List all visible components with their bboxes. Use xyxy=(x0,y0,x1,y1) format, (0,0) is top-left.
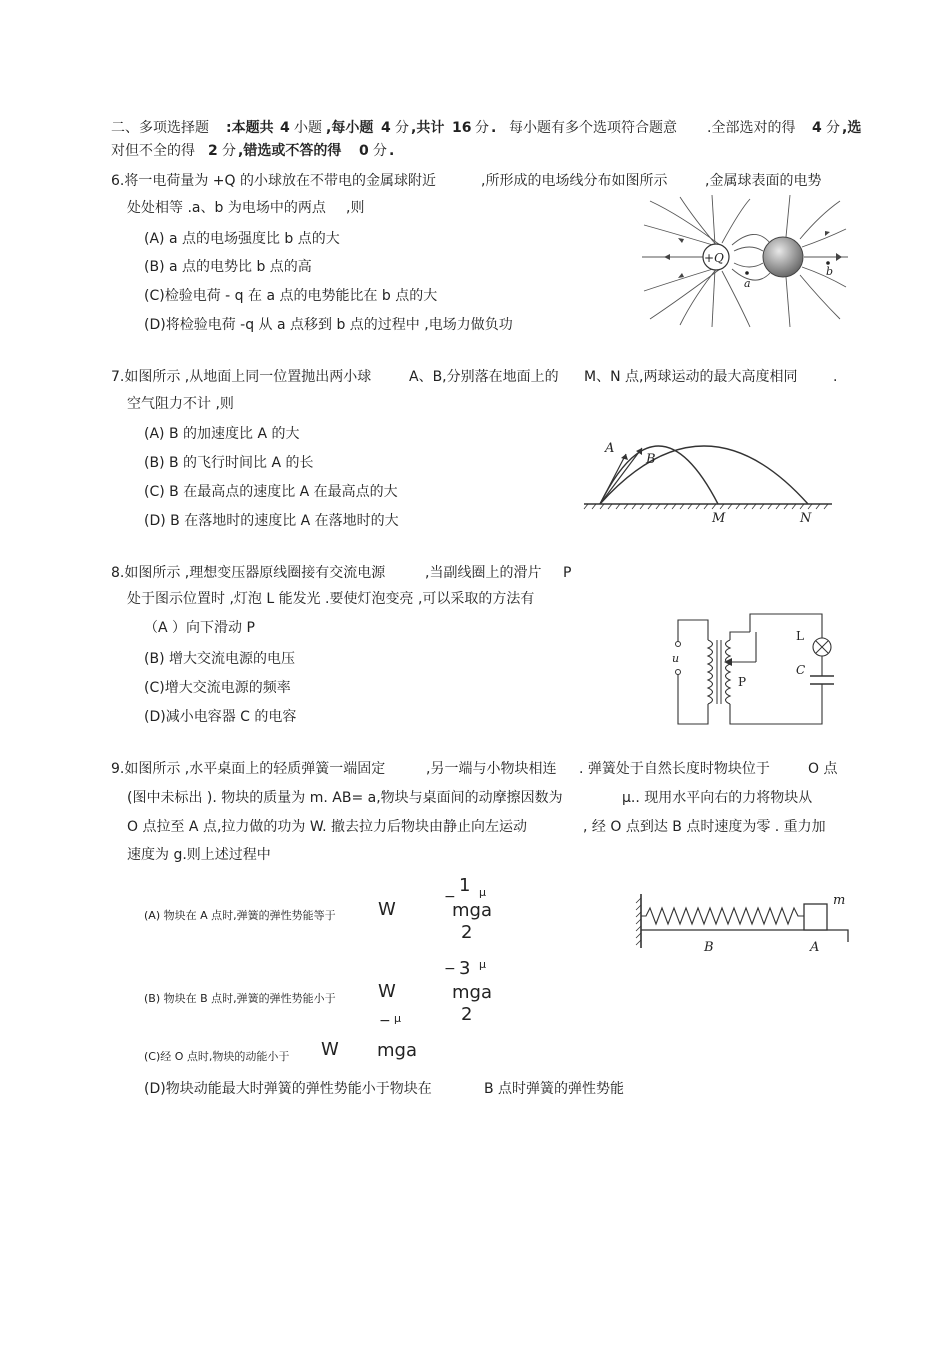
question-stem: M、N 点,两球运动的最大高度相同 xyxy=(584,369,798,385)
section-points: 0 xyxy=(359,143,369,159)
question-stem: ,当副线圈上的滑片 xyxy=(425,565,542,581)
question-stem: A、B,分别落在地面上的 xyxy=(409,369,559,385)
formula-mga: mga xyxy=(377,1040,417,1061)
point-m-label: M xyxy=(712,511,726,526)
section-text: ,每小题 xyxy=(326,120,374,136)
section-text: 分 xyxy=(373,143,387,159)
formula-minus: − xyxy=(444,961,456,977)
charge-label: +Q xyxy=(704,251,724,265)
question-stem: 7.如图所示 ,从地面上同一位置抛出两小球 xyxy=(111,369,372,385)
question-stem: ,另一端与小物块相连 xyxy=(426,761,557,777)
trajectory-b xyxy=(600,446,808,504)
option-c: (C)检验电荷 - q 在 a 点的电势能比在 b 点的大 xyxy=(144,288,438,304)
option-c: (C)增大交流电源的频率 xyxy=(144,680,291,696)
option-b: (B) B 的飞行时间比 A 的长 xyxy=(144,455,314,471)
formula-w: W xyxy=(378,899,396,920)
option-d: (D)物块动能最大时弹簧的弹性势能小于物块在 xyxy=(144,1081,432,1097)
point-b-label: B xyxy=(704,940,714,955)
section-points: 4 xyxy=(381,120,391,136)
question-stem: μ.. 现用水平向右的力将物块从 xyxy=(622,790,813,806)
section-text: 分 xyxy=(222,143,236,159)
question-stem: 速度为 g.则上述过程中 xyxy=(127,847,271,863)
section-text: 小题 xyxy=(294,120,322,136)
section-points: 4 xyxy=(812,120,822,136)
option-a: （A ）向下滑动 P xyxy=(144,620,255,636)
formula-mu: μ xyxy=(394,1012,401,1025)
formula-numerator: 1 xyxy=(459,875,471,896)
formula-minus: − xyxy=(444,889,456,905)
ball-a-label: A xyxy=(605,441,615,456)
section-text: 对但不全的得 xyxy=(111,143,195,159)
electric-field-figure xyxy=(640,195,850,330)
point-n-label: N xyxy=(800,511,812,526)
option-d: (D)减小电容器 C 的电容 xyxy=(144,709,297,725)
trajectory-a xyxy=(600,446,718,504)
formula-denominator: 2 xyxy=(461,1004,473,1025)
metal-sphere xyxy=(763,237,803,277)
option-a: (A) a 点的电场强度比 b 点的大 xyxy=(144,231,340,247)
formula-minus: − xyxy=(379,1013,391,1029)
point-a-label: a xyxy=(744,277,751,290)
formula-mga: mga xyxy=(452,900,492,921)
option-b: (B) a 点的电势比 b 点的高 xyxy=(144,259,312,275)
question-stem: 处处相等 .a、b 为电场中的两点 xyxy=(127,200,326,216)
capacitor-c-label: C xyxy=(796,663,806,677)
section-text: ,选 xyxy=(842,120,862,136)
formula-w: W xyxy=(321,1039,339,1060)
question-stem: . 弹簧处于自然长度时物块位于 xyxy=(579,761,770,777)
option-c: (C) B 在最高点的速度比 A 在最高点的大 xyxy=(144,484,398,500)
section-text: .全部选对的得 xyxy=(707,120,796,136)
ball-b-label: B xyxy=(646,452,656,467)
section-points: 2 xyxy=(208,143,218,159)
section-title: 二、多项选择题 xyxy=(111,120,209,136)
option-a: (A) B 的加速度比 A 的大 xyxy=(144,426,300,442)
section-text: . xyxy=(389,143,395,159)
section-text: . xyxy=(491,120,497,136)
question-stem: ,金属球表面的电势 xyxy=(705,173,822,189)
question-stem: O 点拉至 A 点,拉力做的功为 W. 撤去拉力后物块由静止向左运动 xyxy=(127,819,527,835)
section-text: ,错选或不答的得 xyxy=(238,143,342,159)
option-a: (A) 物块在 A 点时,弹簧的弹性势能等于 xyxy=(144,909,336,922)
question-stem: , 经 O 点到达 B 点时速度为零 . 重力加 xyxy=(583,819,826,835)
lamp-l-label: L xyxy=(796,629,804,643)
formula-mu: μ xyxy=(479,958,486,971)
point-a-label: A xyxy=(810,940,820,955)
question-stem: ,则 xyxy=(346,200,365,216)
slider-p-label: P xyxy=(738,675,747,689)
source-u-label: u xyxy=(672,652,680,665)
formula-denominator: 2 xyxy=(461,922,473,943)
question-stem: O 点 xyxy=(808,761,838,777)
formula-mu: μ xyxy=(479,886,486,899)
section-text: 每小题有多个选项符合题意 xyxy=(509,120,677,136)
section-count: 4 xyxy=(280,120,290,136)
question-stem: 9.如图所示 ,水平桌面上的轻质弹簧一端固定 xyxy=(111,761,386,777)
section-text: 分 xyxy=(475,120,489,136)
question-stem: P xyxy=(563,565,572,581)
transformer-circuit-figure xyxy=(668,612,843,732)
section-text: ,共计 xyxy=(411,120,445,136)
question-stem: . xyxy=(833,369,838,385)
question-stem: ,所形成的电场线分布如图所示 xyxy=(481,173,668,189)
point-b-label: b xyxy=(826,265,834,278)
section-text: :本题共 xyxy=(226,120,274,136)
question-stem: 处于图示位置时 ,灯泡 L 能发光 .要使灯泡变亮 ,可以采取的方法有 xyxy=(127,591,535,607)
section-text: 分 xyxy=(826,120,840,136)
spring xyxy=(641,908,804,924)
option-d: B 点时弹簧的弹性势能 xyxy=(484,1081,625,1097)
spring-block-figure xyxy=(636,890,850,960)
option-c: (C)经 O 点时,物块的动能小于 xyxy=(144,1050,290,1063)
projectile-figure xyxy=(580,418,838,528)
formula-numerator: 3 xyxy=(459,958,471,979)
section-text: 分 xyxy=(395,120,409,136)
mass-m-label: m xyxy=(833,893,846,908)
question-stem: (图中未标出 ). 物块的质量为 m. AB= a,物块与桌面间的动摩擦因数为 xyxy=(127,790,563,806)
block-m xyxy=(804,904,827,930)
formula-mga: mga xyxy=(452,982,492,1003)
option-b: (B) 增大交流电源的电压 xyxy=(144,651,295,667)
option-d: (D) B 在落地时的速度比 A 在落地时的大 xyxy=(144,513,399,529)
question-stem: 空气阻力不计 ,则 xyxy=(127,396,234,412)
question-stem: 8.如图所示 ,理想变压器原线圈接有交流电源 xyxy=(111,565,386,581)
option-d: (D)将检验电荷 -q 从 a 点移到 b 点的过程中 ,电场力做负功 xyxy=(144,317,513,333)
section-total: 16 xyxy=(452,120,472,136)
question-stem: 6.将一电荷量为 +Q 的小球放在不带电的金属球附近 xyxy=(111,173,437,189)
option-b: (B) 物块在 B 点时,弹簧的弹性势能小于 xyxy=(144,992,336,1005)
formula-w: W xyxy=(378,981,396,1002)
